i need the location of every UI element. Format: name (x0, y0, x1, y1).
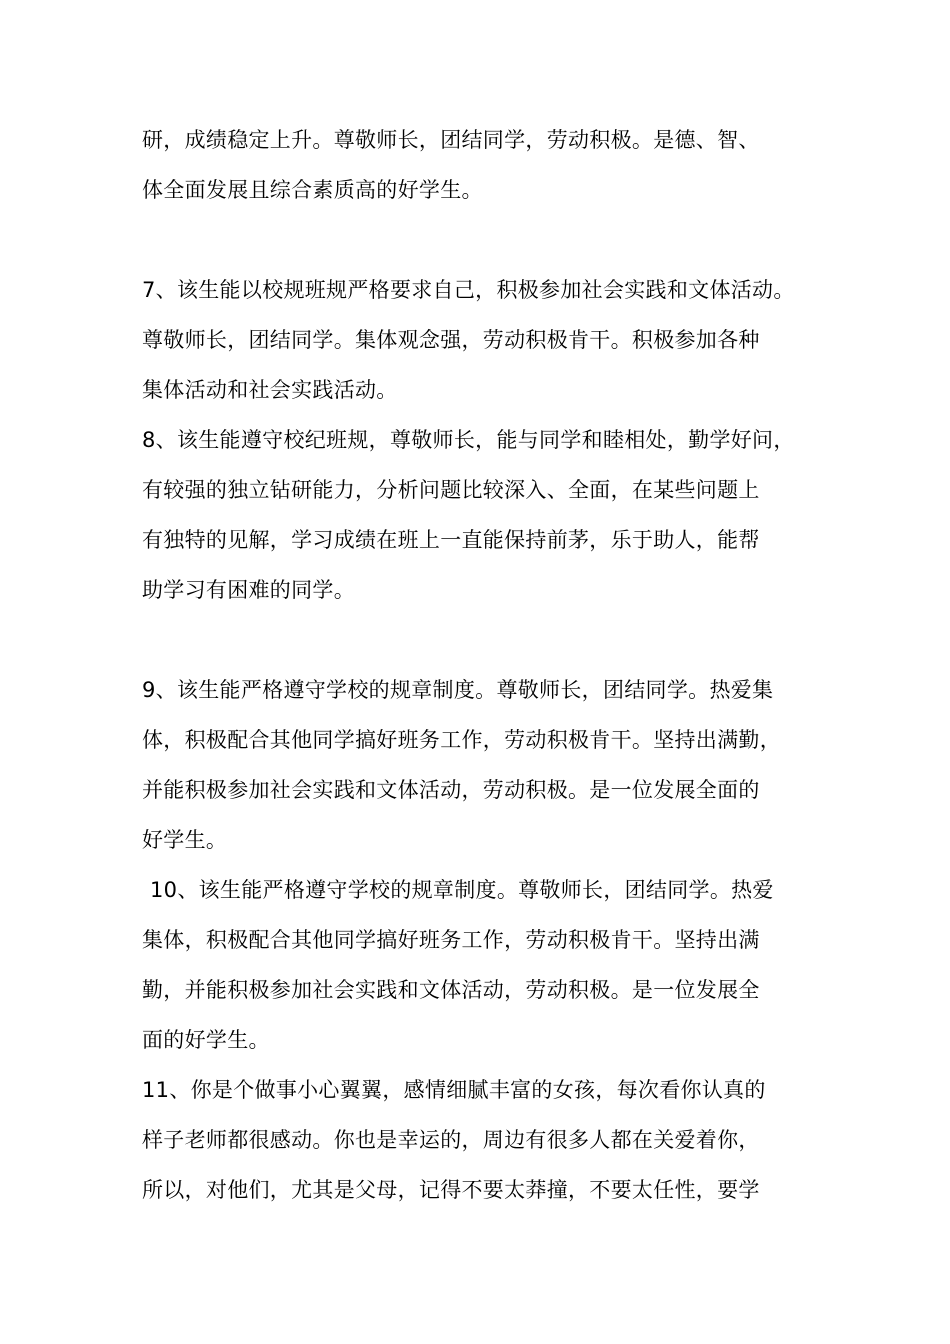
text-line: 有独特的见解，学习成绩在班上一直能保持前茅，乐于助人，能帮 (142, 528, 760, 552)
text-line: 有较强的独立钻研能力，分析问题比较深入、全面，在某些问题上 (142, 478, 760, 502)
text-line: 体全面发展且综合素质高的好学生。 (142, 178, 483, 202)
text-line: 9、该生能严格遵守学校的规章制度。尊敬师长，团结同学。热爱集 (142, 678, 774, 702)
text-line: 10、该生能严格遵守学校的规章制度。尊敬师长，团结同学。热爱 (150, 878, 774, 902)
text-line: 助学习有困难的同学。 (142, 578, 355, 602)
text-line: 并能积极参加社会实践和文体活动，劳动积极。是一位发展全面的 (142, 778, 760, 802)
text-line: 面的好学生。 (142, 1028, 270, 1052)
text-line: 所以，对他们，尤其是父母，记得不要太莽撞，不要太任性，要学 (142, 1178, 760, 1202)
text-line: 好学生。 (142, 828, 228, 852)
text-line: 8、该生能遵守校纪班规，尊敬师长，能与同学和睦相处，勤学好问， (142, 428, 795, 452)
text-line: 研，成绩稳定上升。尊敬师长，团结同学，劳动积极。是德、智、 (142, 128, 760, 152)
text-line: 尊敬师长，团结同学。集体观念强，劳动积极肯干。积极参加各种 (142, 328, 760, 352)
text-line: 集体，积极配合其他同学搞好班务工作，劳动积极肯干。坚持出满 (142, 928, 760, 952)
text-line: 体，积极配合其他同学搞好班务工作，劳动积极肯干。坚持出满勤， (142, 728, 781, 752)
text-line: 集体活动和社会实践活动。 (142, 378, 398, 402)
text-line: 11、你是个做事小心翼翼，感情细腻丰富的女孩，每次看你认真的 (142, 1078, 766, 1102)
text-line: 勤，并能积极参加社会实践和文体活动，劳动积极。是一位发展全 (142, 978, 760, 1002)
text-line: 7、该生能以校规班规严格要求自己，积极参加社会实践和文体活动。 (142, 278, 795, 302)
text-line: 样子老师都很感动。你也是幸运的，周边有很多人都在关爱着你， (142, 1128, 760, 1152)
